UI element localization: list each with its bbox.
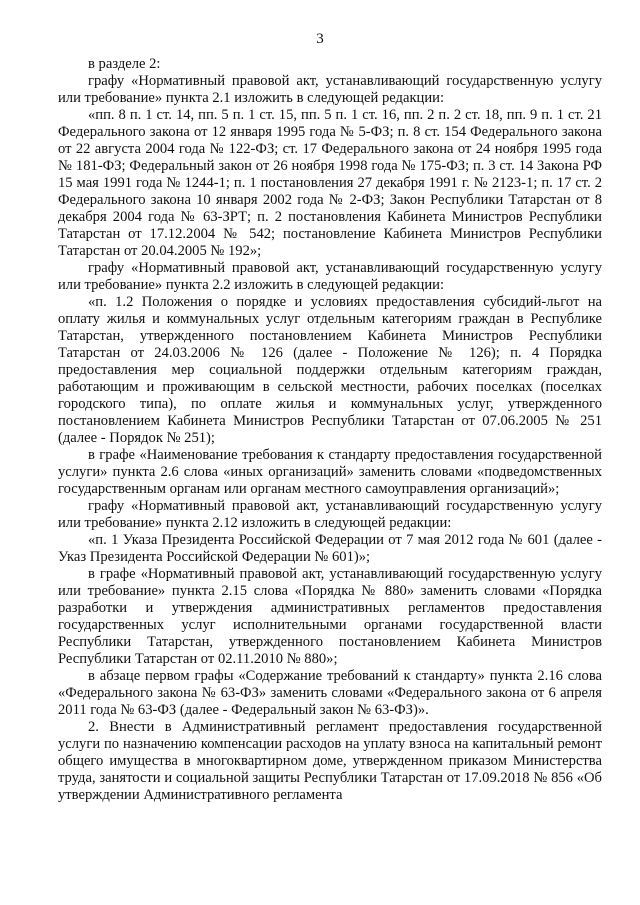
- paragraph-section-heading: в разделе 2:: [88, 56, 161, 72]
- paragraph-2-15-amendment: в графе «Нормативный правовой акт, устанавливающий государственную услугу или требование» пункта 2.15 слова «Порядка № 880» заменить словами «Порядка разработки и утверждения административных регламентов предоставления государственных услуг исполнительными органами государственной власти Республики Татарстан, утвержденного постановлением Кабинета Министров Республики Татарстан от 02.11.2010 № 880»;: [58, 566, 602, 667]
- paragraph-2-1-instruction: графу «Нормативный правовой акт, устанавливающий государственную услугу или требование» пункта 2.1 изложить в следующей редакции:: [58, 73, 602, 106]
- document-body: [58, 56, 602, 804]
- paragraph-2-6-amendment: в графе «Наименование требования к стандарту предоставления государственной услуги» пункта 2.6 слова «иных организаций» заменить словами «подведомственных государственным органам или органам местного самоуправления организаций»;: [58, 447, 602, 497]
- paragraph-2-12-instruction: графу «Нормативный правовой акт, устанавливающий государственную услугу или требование» пункта 2.12 изложить в следующей редакции:: [58, 498, 602, 531]
- paragraph-2-2-instruction: графу «Нормативный правовой акт, устанавливающий государственную услугу или требование» пункта 2.2 изложить в следующей редакции:: [58, 260, 602, 293]
- page-number: 3: [316, 31, 324, 47]
- paragraph-item-2: 2. Внести в Административный регламент предоставления государственной услуги по назначению компенсации расходов на уплату взноса на капитальный ремонт общего имущества в многоквартирном доме, утвержденном приказом Министерства труда, занятости и социальной защиты Республики Татарстан от 17.09.2018 № 856 «Об утверждении Административного регламента: [58, 719, 602, 803]
- paragraph-2-1-text: «пп. 8 п. 1 ст. 14, пп. 5 п. 1 ст. 15, пп. 5 п. 1 ст. 16, пп. 2 п. 2 ст. 18, пп. 9 п. 1 ст. 21 Федерального закона от 12 января 1995 года № 5-ФЗ; п. 8 ст. 154 Федерального закона от 22 августа 2004 года № 122-ФЗ; ст. 17 Федерального закона от 24 ноября 1995 года № 181-ФЗ; Федеральный закон от 26 ноября 1998 года № 175-ФЗ; п. 3 ст. 14 Закона РФ 15 мая 1991 года № 1244-1; п. 1 постановления 27 декабря 1991 г. № 2123-1; п. 17 ст. 2 Федерального закона 10 января 2002 года № 2-ФЗ; Закон Республики Татарстан от 8 декабря 2004 года № 63-ЗРТ; п. 2 постановления Кабинета Министров Республики Татарстан от 17.12.2004 № 542; постановление Кабинета Министров Республики Татарстан от 20.04.2005 № 192»;: [58, 107, 602, 259]
- paragraph-2-2-text: «п. 1.2 Положения о порядке и условиях предоставления субсидий-льгот на оплату жилья и коммунальных услуг отдельным категориям граждан в Республике Татарстан, утвержденного постановлением Кабинета Министров Республики Татарстан от 24.03.2006 № 126 (далее - Положение № 126); п. 4 Порядка предоставления мер социальной поддержки отдельным категориям граждан, работающим и проживающим в сельской местности, рабочих поселках (поселках городского типа), по оплате жилья и коммунальных услуг, утвержденного постановлением Кабинета Министров Республики Татарстан от 07.06.2005 № 251 (далее - Порядок № 251);: [58, 294, 602, 446]
- paragraph-2-12-text: «п. 1 Указа Президента Российской Федерации от 7 мая 2012 года № 601 (далее - Указ Президента Российской Федерации № 601)»;: [58, 532, 602, 565]
- paragraph-2-16-amendment: в абзаце первом графы «Содержание требований к стандарту» пункта 2.16 слова «Федерального закона № 63-ФЗ» заменить словами «Федерального закона от 6 апреля 2011 года № 63-ФЗ (далее - Федеральный закон № 63-ФЗ)».: [58, 668, 602, 718]
